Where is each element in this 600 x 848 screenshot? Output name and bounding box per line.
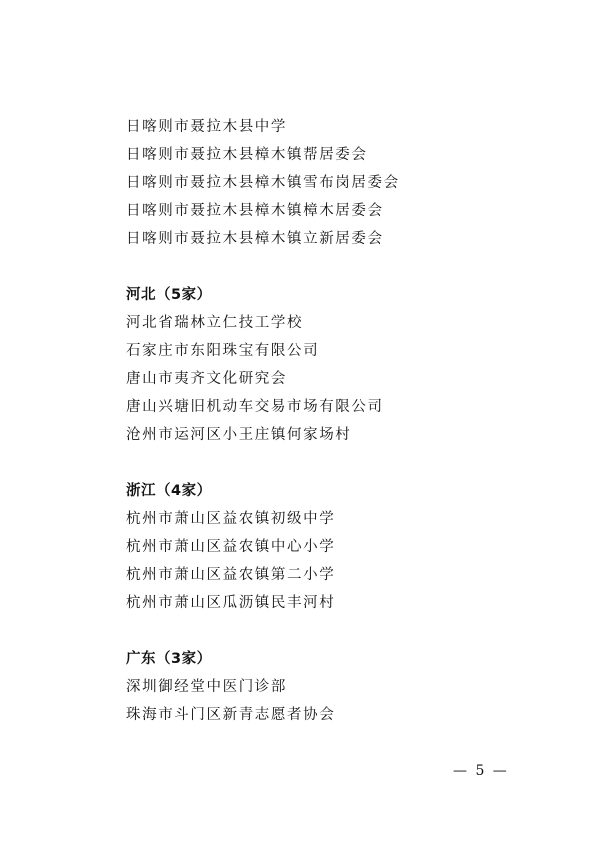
list-item-tibet-2: 日喀则市聂拉木县樟木镇帮居委会 bbox=[126, 147, 368, 163]
list-item-zhejiang-2: 杭州市萧山区益农镇中心小学 bbox=[126, 539, 336, 555]
list-item-tibet-4: 日喀则市聂拉木县樟木镇樟木居委会 bbox=[126, 203, 384, 219]
list-item-zhejiang-4: 杭州市萧山区瓜沥镇民丰河村 bbox=[126, 595, 336, 611]
section-heading-hebei: 河北（5家） bbox=[126, 287, 212, 303]
list-item-zhejiang-1: 杭州市萧山区益农镇初级中学 bbox=[126, 511, 336, 527]
list-item-tibet-5: 日喀则市聂拉木县樟木镇立新居委会 bbox=[126, 231, 384, 247]
page-number: — 5 — bbox=[453, 763, 509, 779]
section-heading-zhejiang: 浙江（4家） bbox=[126, 483, 212, 499]
list-item-hebei-2: 石家庄市东阳珠宝有限公司 bbox=[126, 343, 320, 359]
list-item-hebei-3: 唐山市夷齐文化研究会 bbox=[126, 371, 287, 387]
list-item-tibet-3: 日喀则市聂拉木县樟木镇雪布岗居委会 bbox=[126, 175, 400, 191]
list-item-guangdong-1: 深圳御经堂中医门诊部 bbox=[126, 679, 287, 695]
section-heading-guangdong: 广东（3家） bbox=[126, 651, 212, 667]
list-item-zhejiang-3: 杭州市萧山区益农镇第二小学 bbox=[126, 567, 336, 583]
list-item-hebei-4: 唐山兴塘旧机动车交易市场有限公司 bbox=[126, 399, 384, 415]
list-item-hebei-1: 河北省瑞林立仁技工学校 bbox=[126, 315, 304, 331]
list-item-tibet-1: 日喀则市聂拉木县中学 bbox=[126, 119, 287, 135]
list-item-guangdong-2: 珠海市斗门区新青志愿者协会 bbox=[126, 707, 336, 723]
list-item-hebei-5: 沧州市运河区小王庄镇何家场村 bbox=[126, 427, 352, 443]
